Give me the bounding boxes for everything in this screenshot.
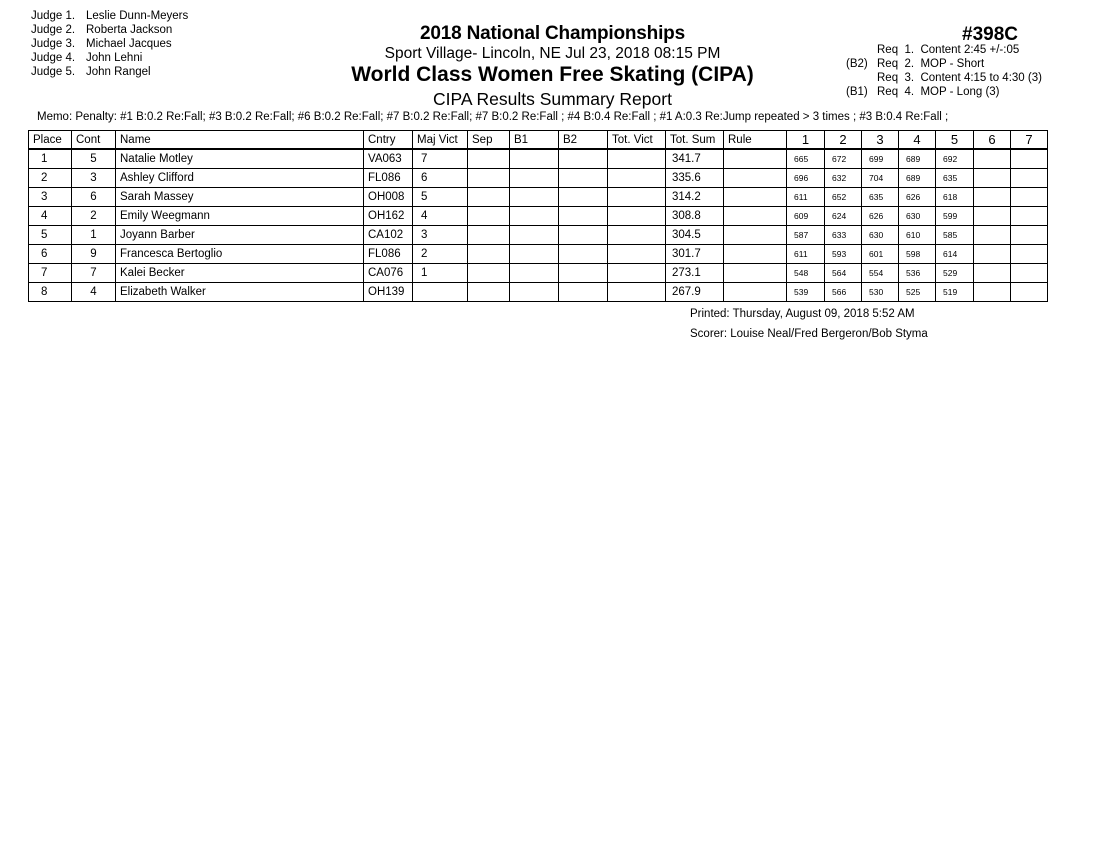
judge-line	[31, 9, 188, 23]
cell-judge-4-score: 630	[899, 207, 936, 226]
cell-name: Natalie Motley	[116, 149, 364, 169]
cell-judge-2-score: 652	[825, 188, 862, 207]
cell-judge-1-score: 665	[787, 149, 825, 169]
cell-judge-5-score: 618	[936, 188, 974, 207]
cell-tot-sum: 301.7	[666, 245, 724, 264]
cell-maj-vict: 1	[413, 264, 468, 283]
cell-place: 6	[29, 245, 72, 264]
cell-judge-2-score: 566	[825, 283, 862, 302]
table-row	[29, 245, 1048, 264]
cell-judge-1-score: 539	[787, 283, 825, 302]
cell-tot-sum: 308.8	[666, 207, 724, 226]
cell-judge-3-score: 554	[862, 264, 899, 283]
judge-name: John Lehni	[86, 52, 143, 64]
cell-judge-2-score: 672	[825, 149, 862, 169]
cell-tot-vict	[608, 245, 666, 264]
cell-b1	[510, 264, 559, 283]
venue-datetime: Sport Village- Lincoln, NE Jul 23, 2018 08:15 PM	[384, 45, 721, 62]
cell-cont: 7	[72, 264, 116, 283]
cell-judge-6-score	[974, 283, 1011, 302]
cell-tot-sum: 335.6	[666, 169, 724, 188]
cell-sep	[468, 283, 510, 302]
cell-judge-1-score: 611	[787, 188, 825, 207]
col-header-judge-1: 1	[787, 131, 825, 150]
judge-line	[31, 65, 188, 79]
cell-tot-vict	[608, 188, 666, 207]
cell-tot-vict	[608, 169, 666, 188]
table-row	[29, 149, 1048, 169]
cell-place: 4	[29, 207, 72, 226]
cell-judge-4-score: 536	[899, 264, 936, 283]
cell-cont: 5	[72, 149, 116, 169]
cell-cntry: CA076	[364, 264, 413, 283]
cell-maj-vict: 2	[413, 245, 468, 264]
cell-maj-vict: 3	[413, 226, 468, 245]
cell-judge-2-score: 593	[825, 245, 862, 264]
cell-judge-7-score	[1011, 283, 1048, 302]
cell-cntry: CA102	[364, 226, 413, 245]
cell-tot-sum: 314.2	[666, 188, 724, 207]
cell-judge-1-score: 696	[787, 169, 825, 188]
report-title: CIPA Results Summary Report	[433, 89, 672, 109]
cell-judge-4-score: 689	[899, 169, 936, 188]
competition-title: 2018 National Championships	[420, 23, 685, 44]
cell-b2	[559, 283, 608, 302]
col-header-judge-3: 3	[862, 131, 899, 150]
judge-line	[31, 23, 188, 37]
requirement-line	[846, 57, 1042, 71]
cell-judge-5-score: 585	[936, 226, 974, 245]
cell-cont: 6	[72, 188, 116, 207]
cell-judge-1-score: 548	[787, 264, 825, 283]
judge-line	[31, 37, 188, 51]
requirement-line	[846, 71, 1042, 85]
col-header-rule: Rule	[724, 131, 787, 150]
event-id: #398C	[962, 24, 1018, 45]
requirement-text: Req 4. MOP - Long (3)	[877, 86, 1000, 98]
cell-judge-7-score	[1011, 264, 1048, 283]
cell-tot-vict	[608, 226, 666, 245]
judge-name: Michael Jacques	[86, 38, 172, 50]
cell-cont: 9	[72, 245, 116, 264]
judge-label: Judge 1.	[31, 10, 76, 22]
cell-b1	[510, 169, 559, 188]
col-header-place: Place	[29, 131, 72, 150]
col-header-b1: B1	[510, 131, 559, 150]
cell-cntry: OH139	[364, 283, 413, 302]
cell-judge-5-score: 599	[936, 207, 974, 226]
table-row	[29, 188, 1048, 207]
cell-sep	[468, 207, 510, 226]
cell-judge-6-score	[974, 169, 1011, 188]
cell-judge-7-score	[1011, 207, 1048, 226]
judges-list	[31, 9, 188, 79]
cell-rule	[724, 245, 787, 264]
cell-name: Francesca Bertoglio	[116, 245, 364, 264]
cell-b2	[559, 207, 608, 226]
cell-cntry: FL086	[364, 245, 413, 264]
judge-line	[31, 51, 188, 65]
requirement-line	[846, 43, 1042, 57]
judge-name: Roberta Jackson	[86, 24, 173, 36]
col-header-judge-4: 4	[899, 131, 936, 150]
results-table	[28, 130, 1048, 302]
cell-name: Sarah Massey	[116, 188, 364, 207]
judge-label: Judge 5.	[31, 66, 76, 78]
cell-b1	[510, 188, 559, 207]
cell-judge-1-score: 587	[787, 226, 825, 245]
cell-rule	[724, 207, 787, 226]
cell-judge-6-score	[974, 207, 1011, 226]
cell-judge-3-score: 699	[862, 149, 899, 169]
cell-b2	[559, 188, 608, 207]
cell-maj-vict: 6	[413, 169, 468, 188]
cell-b1	[510, 207, 559, 226]
cell-judge-6-score	[974, 149, 1011, 169]
cell-name: Kalei Becker	[116, 264, 364, 283]
col-header-judge-2: 2	[825, 131, 862, 150]
judge-label: Judge 4.	[31, 52, 76, 64]
cell-b1	[510, 245, 559, 264]
cell-judge-5-score: 635	[936, 169, 974, 188]
cell-tot-sum: 304.5	[666, 226, 724, 245]
col-header-judge-6: 6	[974, 131, 1011, 150]
cell-judge-4-score: 689	[899, 149, 936, 169]
cell-maj-vict: 4	[413, 207, 468, 226]
cell-judge-5-score: 519	[936, 283, 974, 302]
cell-tot-sum: 341.7	[666, 149, 724, 169]
col-header-sep: Sep	[468, 131, 510, 150]
cell-cont: 4	[72, 283, 116, 302]
cell-judge-7-score	[1011, 188, 1048, 207]
cell-b2	[559, 149, 608, 169]
cell-place: 3	[29, 188, 72, 207]
cell-judge-6-score	[974, 245, 1011, 264]
cell-rule	[724, 188, 787, 207]
requirement-line	[846, 85, 1042, 99]
cell-b1	[510, 226, 559, 245]
cell-judge-2-score: 633	[825, 226, 862, 245]
cell-place: 5	[29, 226, 72, 245]
cell-maj-vict	[413, 283, 468, 302]
cell-judge-3-score: 601	[862, 245, 899, 264]
cell-judge-7-score	[1011, 169, 1048, 188]
cell-judge-5-score: 529	[936, 264, 974, 283]
cell-tot-vict	[608, 149, 666, 169]
cell-b2	[559, 226, 608, 245]
cell-judge-2-score: 564	[825, 264, 862, 283]
judge-label: Judge 3.	[31, 38, 76, 50]
requirement-text: Req 1. Content 2:45 +/-:05	[877, 44, 1020, 56]
cell-rule	[724, 169, 787, 188]
printed-timestamp: Printed: Thursday, August 09, 2018 5:52 AM	[690, 308, 915, 320]
table-row	[29, 169, 1048, 188]
col-header-name: Name	[116, 131, 364, 150]
cell-place: 7	[29, 264, 72, 283]
cell-name: Emily Weegmann	[116, 207, 364, 226]
cell-cntry: FL086	[364, 169, 413, 188]
cell-judge-3-score: 530	[862, 283, 899, 302]
cell-judge-2-score: 632	[825, 169, 862, 188]
event-title: World Class Women Free Skating (CIPA)	[351, 63, 754, 86]
penalty-memo: Memo: Penalty: #1 B:0.2 Re:Fall; #3 B:0.2 Re:Fall; #6 B:0.2 Re:Fall; #7 B:0.2 Re:Fall; #7 B:0.2 Re:Fall ; #4 B:0.4 Re:Fall ; #1 A:0.3 Re:Jump repeated > 3 times ; #3 B:0.4 Re:Fall ;	[37, 111, 949, 123]
cell-rule	[724, 264, 787, 283]
cell-judge-6-score	[974, 226, 1011, 245]
requirements-list	[846, 43, 1042, 99]
cell-judge-5-score: 614	[936, 245, 974, 264]
col-header-maj-vict: Maj Vict	[413, 131, 468, 150]
judge-name: John Rangel	[86, 66, 151, 78]
requirement-text: Req 2. MOP - Short	[877, 58, 985, 70]
cell-place: 2	[29, 169, 72, 188]
judge-name: Leslie Dunn-Meyers	[86, 10, 189, 22]
table-header-row	[29, 131, 1048, 150]
cell-b2	[559, 245, 608, 264]
cell-judge-6-score	[974, 188, 1011, 207]
cell-judge-3-score: 626	[862, 207, 899, 226]
cell-maj-vict: 5	[413, 188, 468, 207]
cell-place: 1	[29, 149, 72, 169]
cell-tot-sum: 273.1	[666, 264, 724, 283]
cell-sep	[468, 169, 510, 188]
cell-judge-1-score: 611	[787, 245, 825, 264]
cell-b1	[510, 283, 559, 302]
cell-judge-4-score: 626	[899, 188, 936, 207]
cell-rule	[724, 149, 787, 169]
cell-cntry: OH162	[364, 207, 413, 226]
cell-sep	[468, 245, 510, 264]
cell-cont: 1	[72, 226, 116, 245]
cell-sep	[468, 149, 510, 169]
cell-tot-vict	[608, 207, 666, 226]
cell-b2	[559, 169, 608, 188]
cell-sep	[468, 188, 510, 207]
cell-name: Joyann Barber	[116, 226, 364, 245]
col-header-tot-sum: Tot. Sum	[666, 131, 724, 150]
cell-cont: 3	[72, 169, 116, 188]
table-row	[29, 264, 1048, 283]
cell-judge-4-score: 525	[899, 283, 936, 302]
cell-judge-7-score	[1011, 226, 1048, 245]
cell-judge-3-score: 630	[862, 226, 899, 245]
cell-rule	[724, 226, 787, 245]
cell-name: Ashley Clifford	[116, 169, 364, 188]
cell-name: Elizabeth Walker	[116, 283, 364, 302]
col-header-b2: B2	[559, 131, 608, 150]
table-row	[29, 283, 1048, 302]
cell-sep	[468, 226, 510, 245]
cell-judge-7-score	[1011, 245, 1048, 264]
cell-place: 8	[29, 283, 72, 302]
cell-judge-4-score: 598	[899, 245, 936, 264]
requirement-prefix: (B1)	[846, 86, 868, 98]
cell-judge-5-score: 692	[936, 149, 974, 169]
requirement-text: Req 3. Content 4:15 to 4:30 (3)	[877, 72, 1042, 84]
cell-judge-3-score: 704	[862, 169, 899, 188]
table-row	[29, 207, 1048, 226]
cell-b1	[510, 149, 559, 169]
cell-judge-6-score	[974, 264, 1011, 283]
col-header-cont: Cont	[72, 131, 116, 150]
col-header-tot-vict: Tot. Vict	[608, 131, 666, 150]
cell-judge-2-score: 624	[825, 207, 862, 226]
cell-judge-7-score	[1011, 149, 1048, 169]
col-header-judge-7: 7	[1011, 131, 1048, 150]
cell-sep	[468, 264, 510, 283]
cell-tot-sum: 267.9	[666, 283, 724, 302]
requirement-prefix: (B2)	[846, 58, 868, 70]
col-header-judge-5: 5	[936, 131, 974, 150]
cell-judge-4-score: 610	[899, 226, 936, 245]
cell-maj-vict: 7	[413, 149, 468, 169]
cell-tot-vict	[608, 264, 666, 283]
table-row	[29, 226, 1048, 245]
cell-tot-vict	[608, 283, 666, 302]
cell-judge-3-score: 635	[862, 188, 899, 207]
cell-b2	[559, 264, 608, 283]
judge-label: Judge 2.	[31, 24, 76, 36]
cell-rule	[724, 283, 787, 302]
cell-judge-1-score: 609	[787, 207, 825, 226]
cell-cntry: VA063	[364, 149, 413, 169]
cell-cont: 2	[72, 207, 116, 226]
col-header-cntry: Cntry	[364, 131, 413, 150]
scorer-names: Scorer: Louise Neal/Fred Bergeron/Bob Styma	[690, 328, 928, 340]
cell-cntry: OH008	[364, 188, 413, 207]
